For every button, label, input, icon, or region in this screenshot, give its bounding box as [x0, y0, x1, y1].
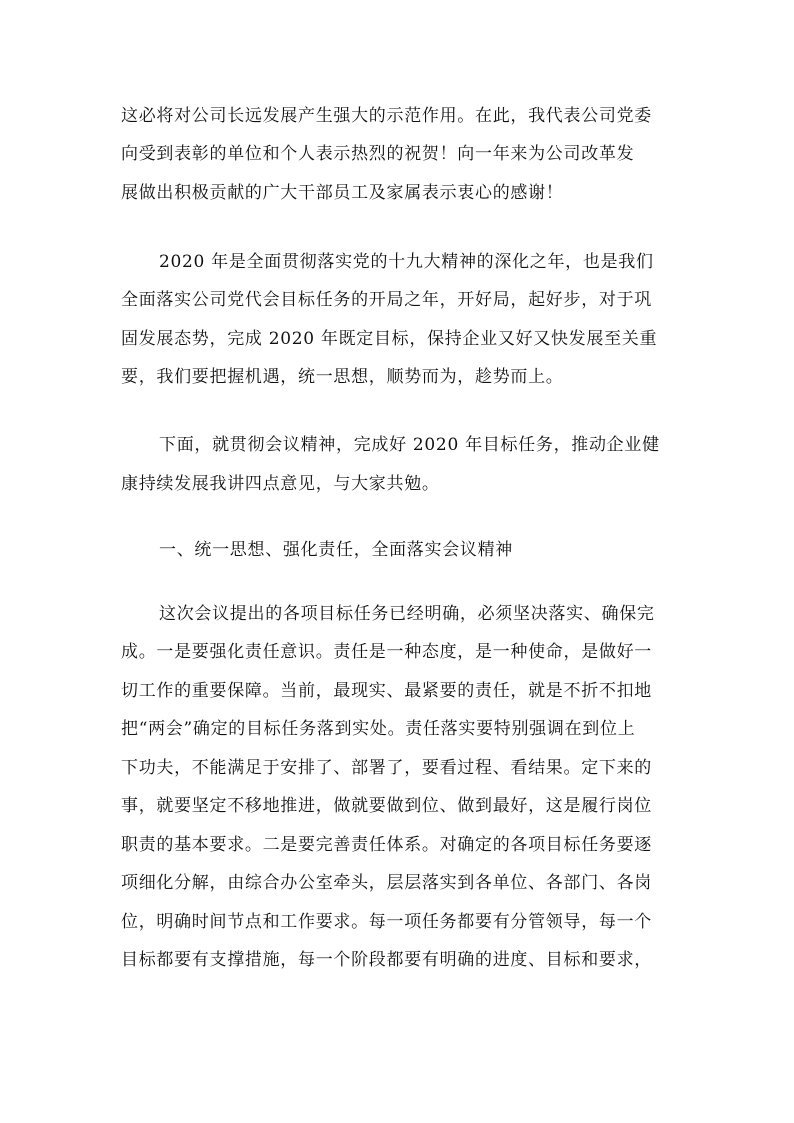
text-line: 位，明确时间节点和工作要求。每一项任务都要有分管领导，每一个: [121, 912, 652, 932]
text-line: 康持续发展我讲四点意见，与大家共勉。: [121, 474, 440, 494]
text-line: 展做出积极贡献的广大干部员工及家属表示衷心的感谢！: [121, 183, 564, 203]
text-line: 把“两会”确定的目标任务落到实处。责任落实要特别强调在到位上: [121, 719, 636, 739]
text-line: 这次会议提出的各项目标任务已经明确，必须坚决落实、确保完: [159, 604, 655, 624]
text-line: 事，就要坚定不移地推进，做就要做到位、做到最好，这是履行岗位: [121, 796, 652, 816]
text-line: 要，我们要把握机遇，统一思想，顺势而为，趁势而上。: [121, 367, 564, 387]
text-line: 切工作的重要保障。当前，最现实、最紧要的责任，就是不折不扣地: [121, 681, 652, 701]
text-line: 成。一是要强化责任意识。责任是一种态度，是一种使命，是做好一: [121, 642, 652, 662]
text-line: 全面落实公司党代会目标任务的开局之年，开好局，起好步，对于巩: [121, 290, 652, 310]
section-heading: 一、统一思想、强化责任，全面落实会议精神: [159, 540, 513, 560]
text-line: 职责的基本要求。二是要完善责任体系。对确定的各项目标任务要逐: [121, 835, 652, 855]
text-line: 目标都要有支撑措施，每一个阶段都要有明确的进度、目标和要求，: [121, 950, 652, 970]
text-line: 这必将对公司长远发展产生强大的示范作用。在此，我代表公司党委: [121, 106, 652, 126]
text-line: 2020 年是全面贯彻落实党的十九大精神的深化之年，也是我们: [159, 252, 654, 272]
text-line: 向受到表彰的单位和个人表示热烈的祝贺！向一年来为公司改革发: [121, 144, 635, 164]
text-line: 下面，就贯彻会议精神，完成好 2020 年目标任务，推动企业健: [159, 435, 660, 455]
text-line: 固发展态势，完成 2020 年既定目标，保持企业又好又快发展至关重: [121, 329, 658, 349]
text-line: 项细化分解，由综合办公室牵头，层层落实到各单位、各部门、各岗: [121, 873, 652, 893]
text-line: 下功夫，不能满足于安排了、部署了，要看过程、看结果。定下来的: [121, 758, 652, 778]
